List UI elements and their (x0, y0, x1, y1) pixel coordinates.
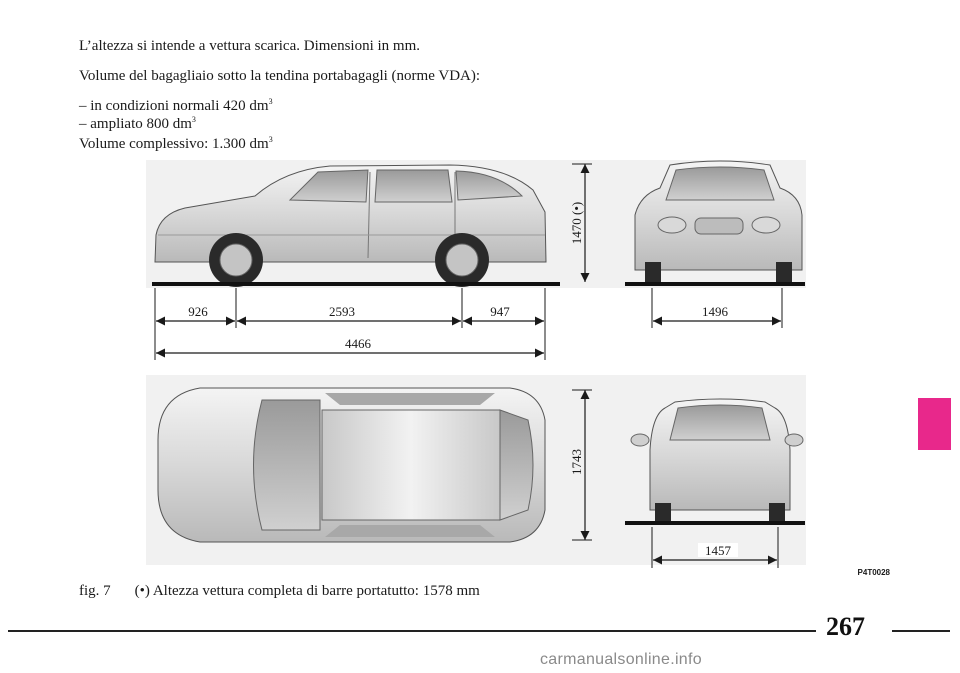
car-rear-view (631, 399, 803, 523)
figure-caption (79, 582, 480, 600)
section-tab-marker (918, 398, 951, 450)
dim-wheelbase: 2593 (329, 304, 355, 319)
dim-width: 1743 (569, 449, 584, 475)
dim-front-overhang: 926 (188, 304, 208, 319)
page-number: 267 (826, 612, 865, 641)
car-top-view (158, 388, 545, 542)
image-code: P4T0028 (857, 568, 890, 577)
footer-rule-right (892, 630, 950, 632)
volume-extended: – ampliato 800 $dm^3$ (79, 115, 196, 132)
figure-label: fig. 7 (79, 583, 111, 599)
volume-normal: – in condizioni normali 420 $dm^3$ (79, 97, 273, 114)
dim-length: 4466 (345, 336, 371, 351)
footer-rule-left (8, 630, 816, 632)
dim-rear-overhang: 947 (490, 304, 510, 319)
dim-front-track: 1496 (702, 304, 728, 319)
volume-total: Volume complessivo: 1.300 $dm^3$ (79, 135, 273, 152)
dim-rear-track: 1457 (705, 543, 731, 558)
intro-line-1: L’altezza si intende a vettura scarica. Dimensioni in mm. (79, 38, 420, 54)
intro-line-2: Volume del bagagliaio sotto la tendina portabagagli (norme VDA): (79, 68, 481, 84)
watermark: carmanualsonline.info (540, 651, 702, 668)
dim-height: 1470 (•) (569, 201, 584, 245)
figure-caption-text: (•) Altezza vettura completa di barre portatutto: 1578 mm (134, 583, 480, 599)
